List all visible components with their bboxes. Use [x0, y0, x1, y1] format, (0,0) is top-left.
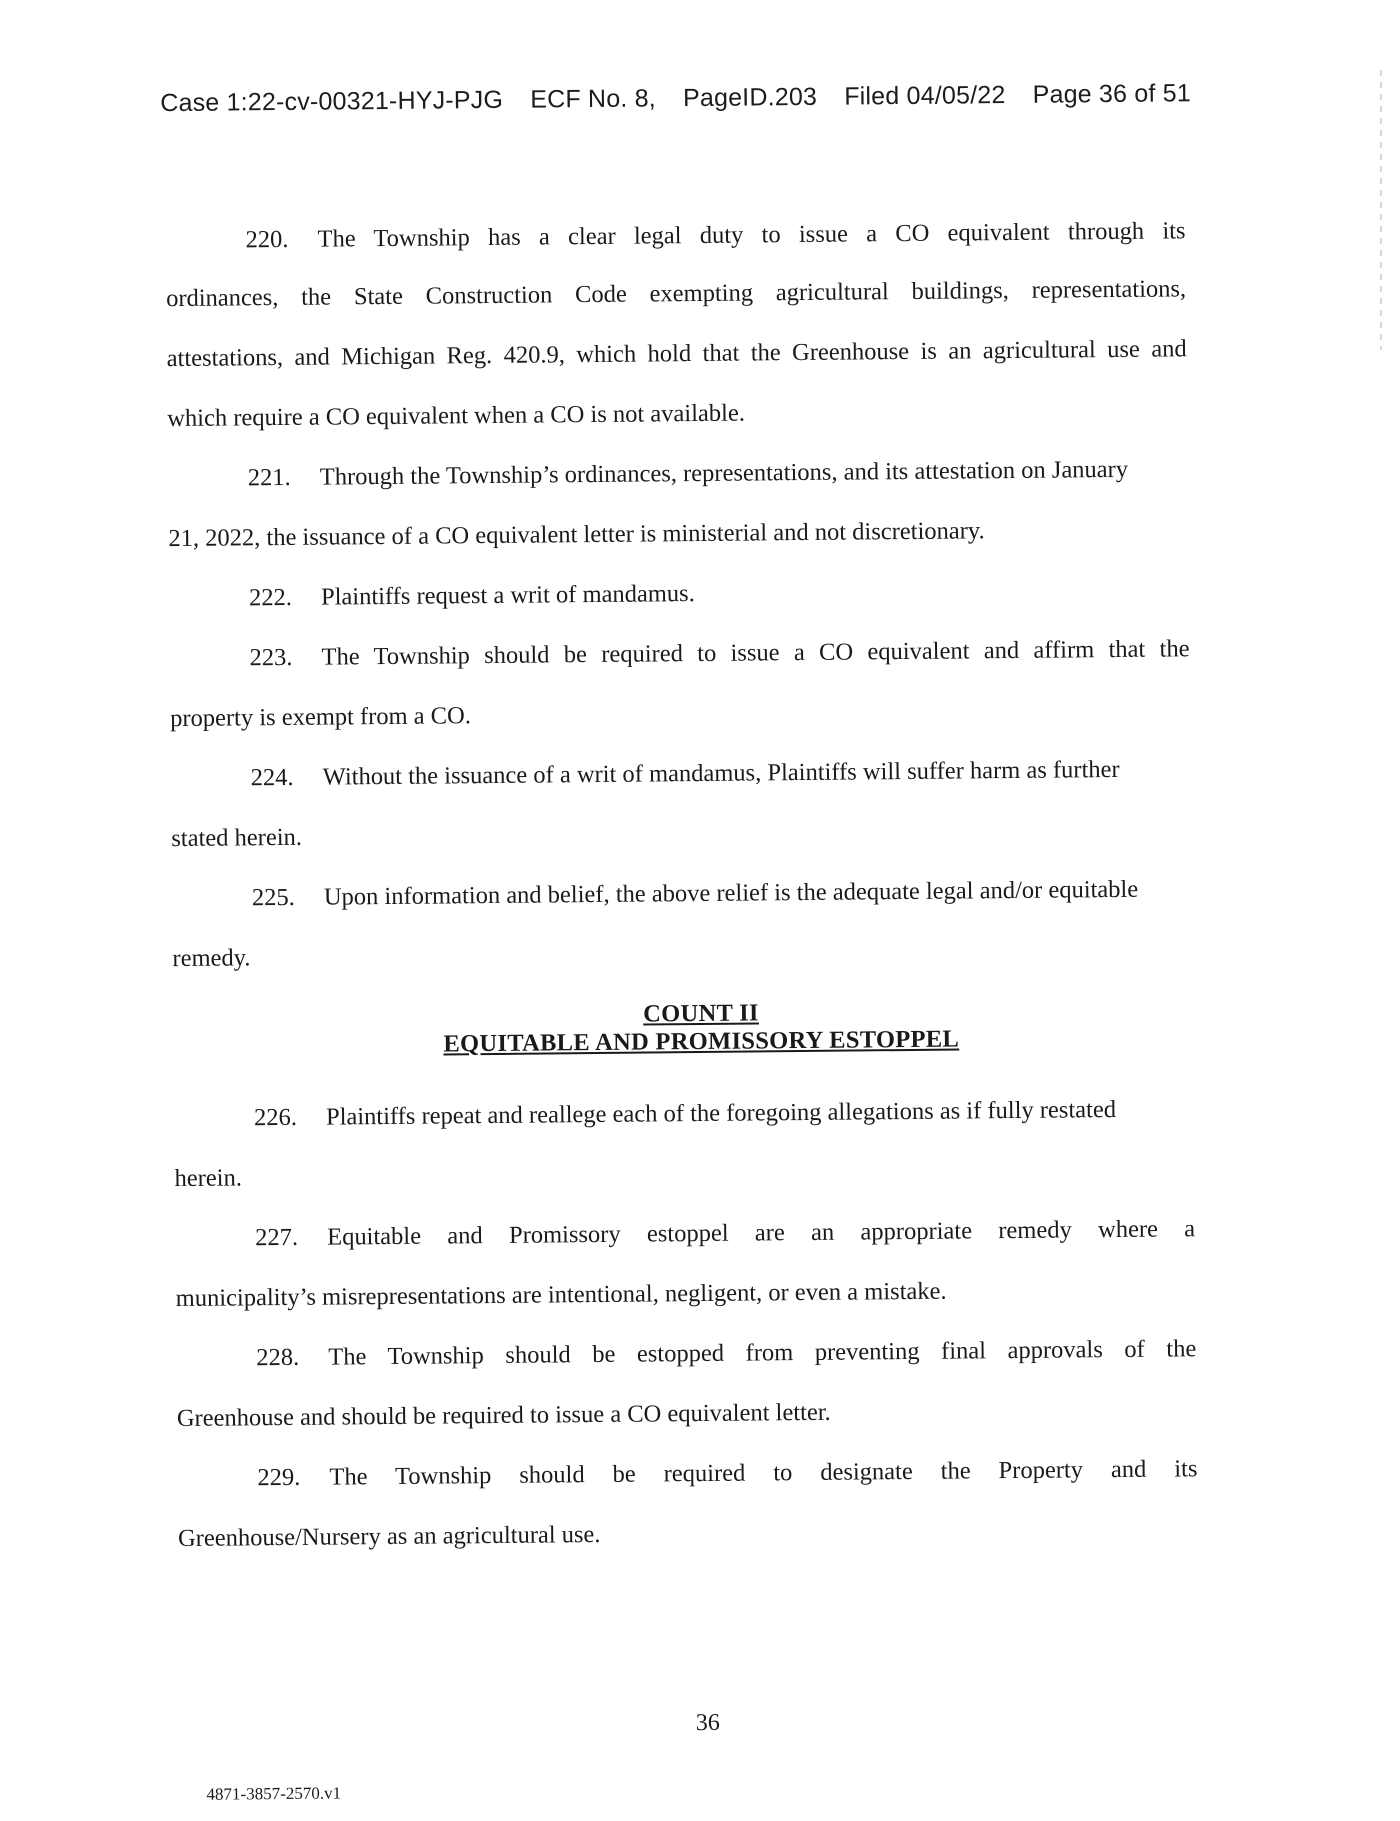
- paragraph-text: Through the Township’s ordinances, representations, and its attestation on January: [319, 455, 1129, 491]
- paragraph-220-line-1: [245, 217, 1185, 254]
- paragraph-number: 222.: [248, 583, 293, 612]
- scan-edge-artifact: [1380, 70, 1382, 350]
- paragraph-224-line-2: stated herein.: [171, 823, 303, 853]
- paragraph-number: 228.: [256, 1343, 300, 1372]
- document-id: 4871-3857-2570.v1: [206, 1783, 342, 1804]
- count-heading: COUNT II: [643, 999, 759, 1028]
- filed-date: Filed 04/05/22: [844, 81, 1006, 111]
- paragraph-220-line-2: ordinances, the State Construction Code exempting agricultural buildings, representations,: [166, 275, 1187, 313]
- paragraph-226-line-1: [254, 1096, 1116, 1132]
- page-number: 36: [695, 1709, 720, 1737]
- paragraph-227-line-1: [255, 1215, 1195, 1252]
- paragraph-220-line-3: attestations, and Michigan Reg. 420.9, which hold that the Greenhouse is an agricultural use and: [166, 335, 1187, 373]
- page-of: Page 36 of 51: [1032, 79, 1192, 109]
- paragraph-text: Without the issuance of a writ of mandamus, Plaintiffs will suffer harm as further: [322, 755, 1120, 791]
- case-header: [160, 79, 1191, 118]
- count-subheading: EQUITABLE AND PROMISSORY ESTOPPEL: [443, 1025, 960, 1058]
- paragraph-text: The Township should be estopped from preventing final approvals of the: [328, 1335, 1197, 1371]
- paragraph-text: The Township should be required to issue a CO equivalent and affirm that the: [321, 635, 1190, 671]
- paragraph-text: Plaintiffs repeat and reallege each of the foregoing allegations as if fully restated: [325, 1096, 1117, 1131]
- paragraph-228-line-1: [256, 1335, 1196, 1372]
- paragraph-220-line-4: which require a CO equivalent when a CO is not available.: [167, 399, 746, 433]
- paragraph-225-line-2: remedy.: [172, 944, 251, 973]
- paragraph-225-line-1: [252, 876, 1139, 913]
- paragraph-number: 221.: [247, 463, 291, 492]
- paragraph-number: 224.: [250, 763, 294, 792]
- paragraph-number: 225.: [251, 883, 295, 912]
- case-number: Case 1:22-cv-00321-HYJ-PJG: [160, 85, 504, 118]
- paragraph-number: 227.: [255, 1223, 299, 1252]
- paragraph-221-line-2: 21, 2022, the issuance of a CO equivalent letter is ministerial and not discretionary.: [168, 517, 985, 553]
- ecf-number: ECF No. 8,: [530, 84, 657, 114]
- paragraph-number: 226.: [253, 1103, 298, 1132]
- paragraph-number: 223.: [249, 643, 293, 672]
- paragraph-text: Upon information and belief, the above relief is the adequate legal and/or equitable: [323, 875, 1139, 911]
- paragraph-224-line-1: [251, 756, 1120, 792]
- paragraph-226-line-2: herein.: [174, 1164, 243, 1193]
- paragraph-text: The Township should be required to designate the Property and its: [329, 1455, 1198, 1491]
- paragraph-222-line-1: [249, 580, 695, 612]
- paragraph-number: 220.: [245, 225, 289, 254]
- paragraph-223-line-1: [249, 635, 1189, 672]
- page-id: PageID.203: [682, 82, 818, 113]
- paragraph-number: 229.: [257, 1463, 301, 1492]
- paragraph-text: Equitable and Promissory estoppel are an appropriate remedy where a: [327, 1215, 1196, 1251]
- paragraph-221-line-1: [248, 456, 1128, 492]
- paragraph-227-line-2: municipality’s misrepresentations are intentional, negligent, or even a mistake.: [175, 1277, 947, 1313]
- paragraph-text: Plaintiffs request a writ of mandamus.: [320, 580, 695, 611]
- paragraph-223-line-2: property is exempt from a CO.: [170, 702, 472, 733]
- paragraph-229-line-2: Greenhouse/Nursery as an agricultural use.: [177, 1520, 601, 1553]
- paragraph-229-line-1: [257, 1455, 1197, 1492]
- paragraph-text: The Township has a clear legal duty to issue a CO equivalent through its: [317, 217, 1186, 253]
- paragraph-228-line-2: Greenhouse and should be required to issue a CO equivalent letter.: [176, 1398, 831, 1433]
